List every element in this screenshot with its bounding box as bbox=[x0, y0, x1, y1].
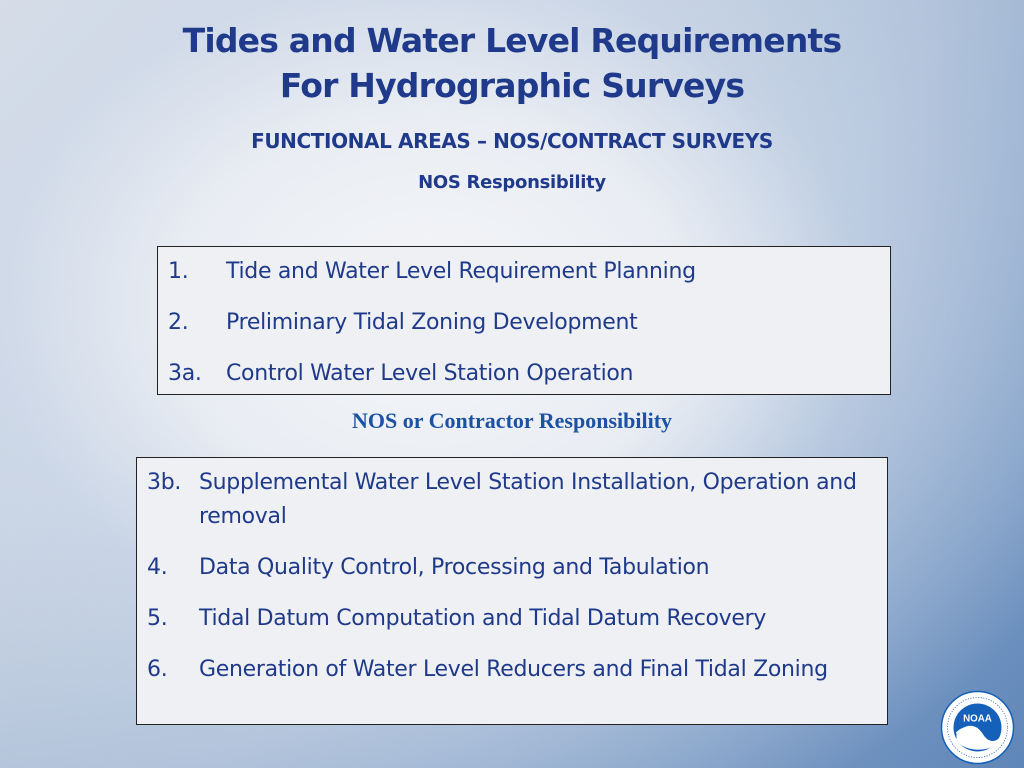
logo-noaa-text: NOAA bbox=[963, 713, 992, 725]
item-number: 4. bbox=[147, 555, 168, 580]
section-heading-nos-or-contractor: NOS or Contractor Responsibility bbox=[351, 408, 673, 433]
slide-subtitle: FUNCTIONAL AREAS – NOS/CONTRACT SURVEYS bbox=[251, 129, 773, 153]
item-text: Data Quality Control, Processing and Tabulation bbox=[199, 555, 710, 580]
item-text: Preliminary Tidal Zoning Development bbox=[226, 310, 638, 335]
list-item bbox=[158, 306, 890, 340]
slide-title bbox=[0, 18, 1024, 108]
item-number: 3b. bbox=[147, 470, 182, 495]
list-item bbox=[158, 255, 890, 289]
item-number: 5. bbox=[147, 606, 168, 631]
item-text: Generation of Water Level Reducers and Final Tidal Zoning bbox=[199, 657, 828, 682]
list-item bbox=[158, 357, 890, 391]
item-number: 6. bbox=[147, 657, 168, 682]
list-item bbox=[137, 551, 887, 585]
title-line-1: Tides and Water Level Requirements bbox=[182, 21, 842, 60]
section-heading-nos: NOS Responsibility bbox=[418, 172, 606, 193]
item-text: Supplemental Water Level Station Installation, Operation and removal bbox=[199, 470, 857, 529]
noaa-logo bbox=[940, 690, 1015, 765]
item-text: Control Water Level Station Operation bbox=[226, 361, 634, 386]
title-line-2: For Hydrographic Surveys bbox=[279, 66, 745, 105]
list-item bbox=[137, 602, 887, 636]
list-item bbox=[137, 653, 887, 687]
list-item bbox=[137, 466, 887, 534]
item-number: 3a. bbox=[168, 361, 202, 386]
nos-or-contractor-box bbox=[136, 457, 888, 725]
item-number: 2. bbox=[168, 310, 189, 335]
item-text: Tidal Datum Computation and Tidal Datum Recovery bbox=[199, 606, 767, 631]
item-text: Tide and Water Level Requirement Planning bbox=[226, 259, 696, 284]
nos-responsibility-box bbox=[157, 246, 891, 395]
item-number: 1. bbox=[168, 259, 189, 284]
